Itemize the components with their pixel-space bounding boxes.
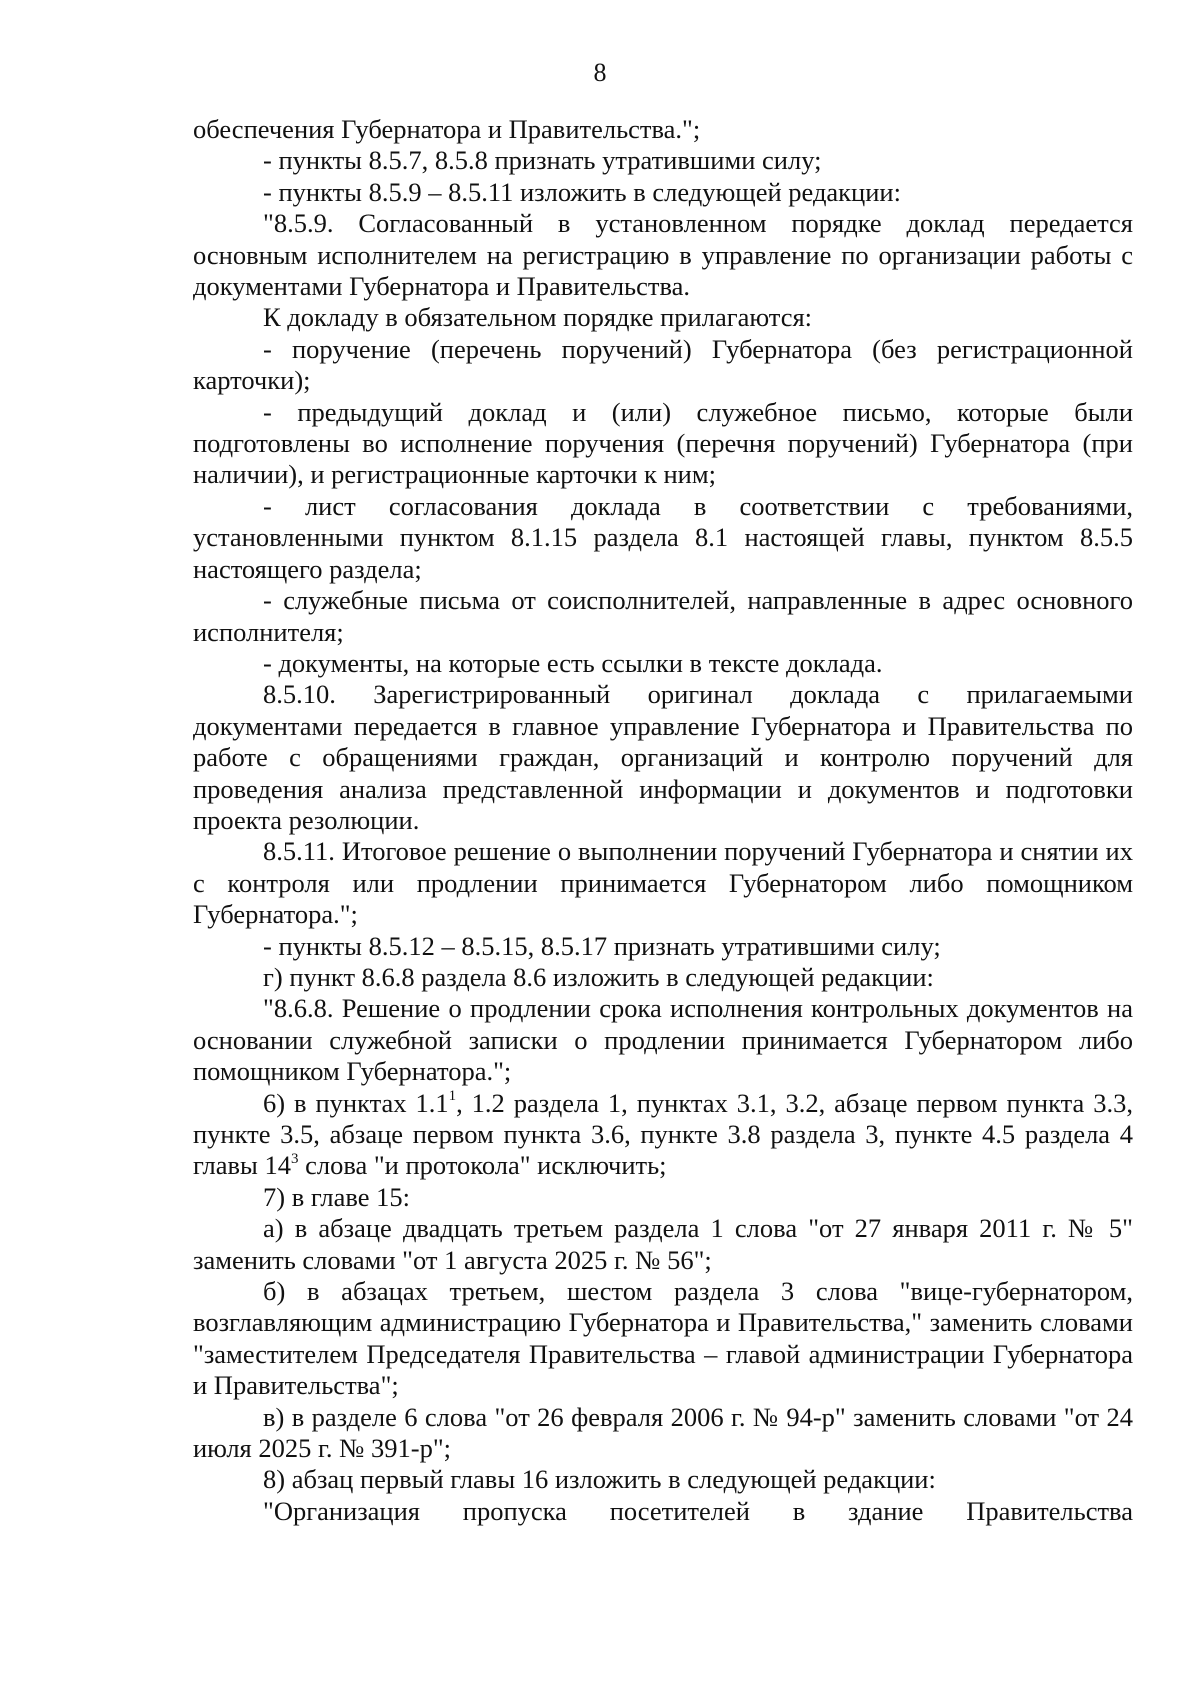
paragraph: "8.6.8. Решение о продлении срока исполнения контрольных документов на основании служебной записки о продлении принимается Губернатором либо помощником Губернатора."; bbox=[193, 993, 1133, 1087]
paragraph: 8.5.10. Зарегистрированный оригинал доклада с прилагаемыми документами передается в главное управление Губернатора и Правительства по работе с обращениями граждан, организаций и контролю поручений для проведения анализа представленной информации и документов и подготовки проекта резолюции. bbox=[193, 679, 1133, 835]
paragraph: - документы, на которые есть ссылки в тексте доклада. bbox=[263, 647, 883, 678]
page-number: 8 bbox=[593, 58, 607, 87]
paragraph: - предыдущий доклад и (или) служебное письмо, которые были подготовлены во исполнение поручения (перечня поручений) Губернатора (при наличии), и регистрационные карточки к ним; bbox=[193, 396, 1133, 490]
paragraph-segment: слова "и протокола" исключить; bbox=[298, 1150, 667, 1181]
paragraph: 8.5.11. Итоговое решение о выполнении поручений Губернатора и снятии их с контроля или продлении принимается Губернатором либо помощником Губернатора."; bbox=[193, 836, 1133, 930]
paragraph: б) в абзацах третьем, шестом раздела 3 слова "вице-губернатором, возглавляющим администрацию Губернатора и Правительства," заменить словами "заместителем Председателя Правительства – главой администрации Губернатора и Правительства"; bbox=[193, 1276, 1133, 1401]
paragraph: К докладу в обязательном порядке прилагаются: bbox=[263, 302, 813, 333]
paragraph: - лист согласования доклада в соответствии с требованиями, установленными пунктом 8.1.15 раздела 8.1 настоящей главы, пунктом 8.5.5 настоящего раздела; bbox=[193, 490, 1133, 584]
paragraph bbox=[193, 1088, 1133, 1182]
document-body bbox=[193, 114, 1133, 1527]
paragraph: 7) в главе 15: bbox=[263, 1181, 410, 1212]
paragraph: в) в разделе 6 слова "от 26 февраля 2006 г. № 94-р" заменить словами "от 24 июля 2025 г. № 391-р"; bbox=[193, 1401, 1133, 1464]
paragraph: 8) абзац первый главы 16 изложить в следующей редакции: bbox=[263, 1464, 936, 1495]
superscript: 1 bbox=[448, 1087, 457, 1104]
paragraph-segment: , 1.2 раздела 1, пунктах 3.1, 3.2, абзаце первом пункта 3.3, пункте 3.5, абзаце первом пункта 3.6, пункте 3.8 раздела 3, пункте 4.5 раздела 4 главы 14 bbox=[193, 1087, 1133, 1181]
paragraph: "8.5.9. Согласованный в установленном порядке доклад передается основным исполнителем на регистрацию в управление по организации работы с документами Губернатора и Правительства. bbox=[193, 208, 1133, 302]
paragraph: - пункты 8.5.9 – 8.5.11 изложить в следующей редакции: bbox=[263, 176, 901, 207]
paragraph: - пункты 8.5.12 – 8.5.15, 8.5.17 признать утратившими силу; bbox=[263, 930, 941, 961]
paragraph: а) в абзаце двадцать третьем раздела 1 слова "от 27 января 2011 г. № 5" заменить словами "от 1 августа 2025 г. № 56"; bbox=[193, 1213, 1133, 1275]
paragraph: - служебные письма от соисполнителей, направленные в адрес основного исполнителя; bbox=[193, 585, 1133, 647]
paragraph: обеспечения Губернатора и Правительства."; bbox=[193, 114, 701, 144]
paragraph: "Организация пропуска посетителей в здание Правительства bbox=[263, 1495, 1133, 1526]
paragraph: - поручение (перечень поручений) Губернатора (без регистрационной карточки); bbox=[193, 333, 1133, 396]
superscript: 3 bbox=[290, 1150, 299, 1167]
paragraph: г) пункт 8.6.8 раздела 8.6 изложить в следующей редакции: bbox=[263, 961, 934, 992]
paragraph-segment: 6) в пунктах 1.1 bbox=[263, 1087, 449, 1118]
paragraph: - пункты 8.5.7, 8.5.8 признать утратившими силу; bbox=[263, 145, 822, 176]
